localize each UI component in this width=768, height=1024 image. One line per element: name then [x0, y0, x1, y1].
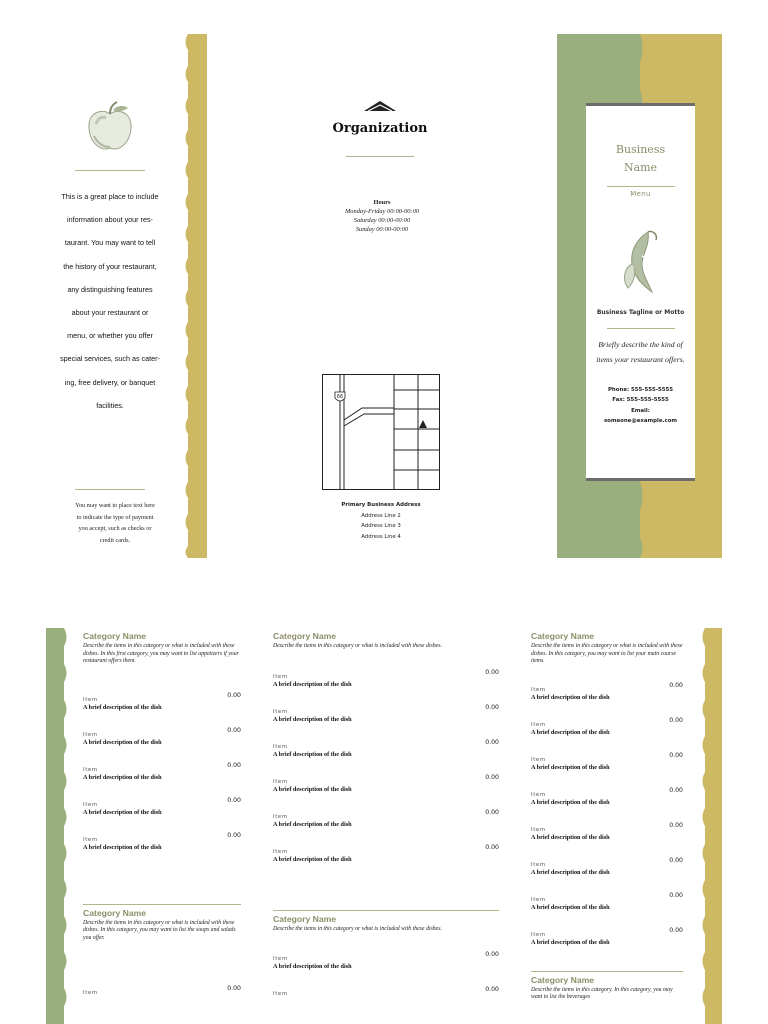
business-tagline: Business Tagline or Motto — [596, 309, 685, 316]
menu-item: Item 0.00 A brief description of the dish — [83, 761, 241, 781]
hours-block — [300, 198, 464, 234]
wavy-edge-left — [183, 34, 193, 558]
menu-item: Item 0.00 A brief description of the dish — [83, 726, 241, 746]
menu-item: Item 0.00 A brief description of the dish — [273, 773, 499, 793]
business-name: Business Name — [615, 143, 666, 174]
category-title: Category Name — [273, 913, 337, 924]
category-description: Describe the items in this category or what is included with these dishes. — [273, 643, 442, 649]
item-price: 0.00 — [485, 843, 499, 851]
section-divider — [83, 904, 241, 905]
email-link[interactable]: someone@example.com — [603, 417, 678, 424]
item-price: 0.00 — [669, 821, 683, 829]
about-panel — [40, 100, 180, 417]
item-price: 0.00 — [227, 831, 241, 839]
leaf-logo-icon — [618, 228, 664, 298]
menu-item: Item 0.00 A brief description of the dish — [531, 751, 683, 771]
menu-column-3 — [531, 631, 683, 1002]
item-price: 0.00 — [485, 703, 499, 711]
category-title: Category Name — [531, 974, 595, 985]
cover-bar-bottom — [586, 478, 695, 481]
divider — [346, 156, 414, 157]
item-price: 0.00 — [227, 984, 241, 992]
contact-block — [586, 385, 695, 426]
item-price: 0.00 — [669, 891, 683, 899]
menu-item: Item 0.00 A brief description of the dish — [83, 796, 241, 816]
category-title: Category Name — [531, 631, 595, 641]
item-price: 0.00 — [485, 951, 499, 959]
category-description: Describe the items in this category or what is included with these dishes. In this category, you may want to list the soups and salads you offer. — [83, 919, 236, 941]
menu-item: Item 0.00 A brief description of the dish — [83, 831, 241, 851]
hours-saturday: Saturday 00:00-00:00 — [353, 217, 411, 224]
item-price: 0.00 — [227, 691, 241, 699]
hours-title: Hours — [373, 199, 391, 206]
section-divider — [273, 910, 499, 911]
category-title: Category Name — [273, 631, 337, 641]
menu-item: Item 0.00 A brief description of the dish — [531, 716, 683, 736]
item-price: 0.00 — [485, 738, 499, 746]
menu-item: Item 0.00 A brief description of the dish — [273, 668, 499, 688]
cover-description: Briefly describe the kind of items your restaurant offers. — [596, 340, 685, 364]
menu-item: Item 0.00 — [273, 986, 499, 998]
menu-item: Item 0.00 A brief description of the dish — [531, 821, 683, 841]
item-price: 0.00 — [227, 761, 241, 769]
divider — [607, 186, 675, 187]
item-price: 0.00 — [669, 751, 683, 759]
apple-logo-icon — [80, 100, 140, 156]
fax: Fax: 555-555-5555 — [612, 397, 669, 404]
item-price: 0.00 — [669, 856, 683, 864]
item-price: 0.00 — [485, 808, 499, 816]
menu-item: Item 0.00 A brief description of the dish — [531, 681, 683, 701]
menu-item: Item 0.00 A brief description of the dish — [531, 891, 683, 911]
divider — [75, 170, 145, 171]
divider — [75, 489, 145, 490]
phone: Phone: 555-555-5555 — [607, 387, 673, 393]
menu-item: Item 0.00 A brief description of the dish — [273, 703, 499, 723]
hours-sunday: Sunday 00:00-00:00 — [355, 226, 409, 233]
item-price: 0.00 — [485, 668, 499, 676]
category-description: Describe the items in this category or what is included with these dishes. In this first category, you may want to list appetizers if your restaurant offers them. — [83, 643, 239, 665]
organization-name: Organization — [332, 121, 428, 136]
item-price: 0.00 — [669, 926, 683, 934]
menu-column-1 — [83, 631, 241, 997]
category-title: Category Name — [83, 907, 147, 918]
category-description: Describe the items in this category or what is included with these dishes. In this category, you may want to list your main course items. — [531, 643, 683, 665]
category-description: Describe the items in this category. In this category, you may want to list the beverages — [531, 986, 673, 1001]
about-text: This is a great place to include information about your res- taurant. You may want to tell the history of your restaurant, any distinguishing features about your restaurant or menu, or whether you offer special services, such as cater- ing, free delivery, or banquet facilities. — [60, 192, 160, 410]
cover-card — [586, 106, 695, 478]
menu-item: Item 0.00 A brief description of the dish — [531, 786, 683, 806]
menu-item: Item 0.00 A brief description of the dish — [273, 808, 499, 828]
divider — [607, 328, 675, 329]
menu-item: Item 0.00 A brief description of the dish — [273, 738, 499, 758]
menu-item: Item 0.00 A brief description of the dish — [83, 691, 241, 711]
organization-panel — [290, 100, 470, 157]
item-price: 0.00 — [485, 986, 499, 994]
menu-item: Item 0.00 — [83, 984, 241, 996]
location-map — [322, 374, 440, 490]
item-price: 0.00 — [485, 773, 499, 781]
section-divider — [531, 971, 683, 972]
menu-item: Item 0.00 A brief description of the dish — [531, 926, 683, 946]
category-title: Category Name — [83, 631, 147, 641]
email-label: Email: — [631, 407, 650, 414]
wavy-edge-inner-left — [59, 628, 69, 1024]
category-description: Describe the items in this category or what is included with these dishes. — [273, 925, 442, 932]
roof-logo-icon — [362, 100, 398, 112]
item-price: 0.00 — [227, 726, 241, 734]
menu-item: Item 0.00 A brief description of the dish — [273, 843, 499, 863]
menu-column-2 — [273, 631, 499, 998]
address-block: Primary Business Address Address Line 2 Address Line 3 Address Line 4 — [341, 502, 421, 540]
item-price: 0.00 — [227, 796, 241, 804]
route-shield-label: 66 — [336, 394, 344, 400]
payments-text: You may want to place text here to indicate the type of payment you accept, such as checks or credit cards. — [75, 502, 155, 544]
item-price: 0.00 — [669, 786, 683, 794]
menu-item: Item 0.00 A brief description of the dish — [531, 856, 683, 876]
item-price: 0.00 — [669, 681, 683, 689]
hours-weekday: Monday-Friday 00:00-00:00 — [344, 208, 419, 215]
item-price: 0.00 — [669, 716, 683, 724]
wavy-edge-inner-right — [700, 628, 710, 1024]
menu-label: Menu — [630, 190, 651, 198]
menu-item: Item 0.00 A brief description of the dish — [273, 951, 499, 971]
